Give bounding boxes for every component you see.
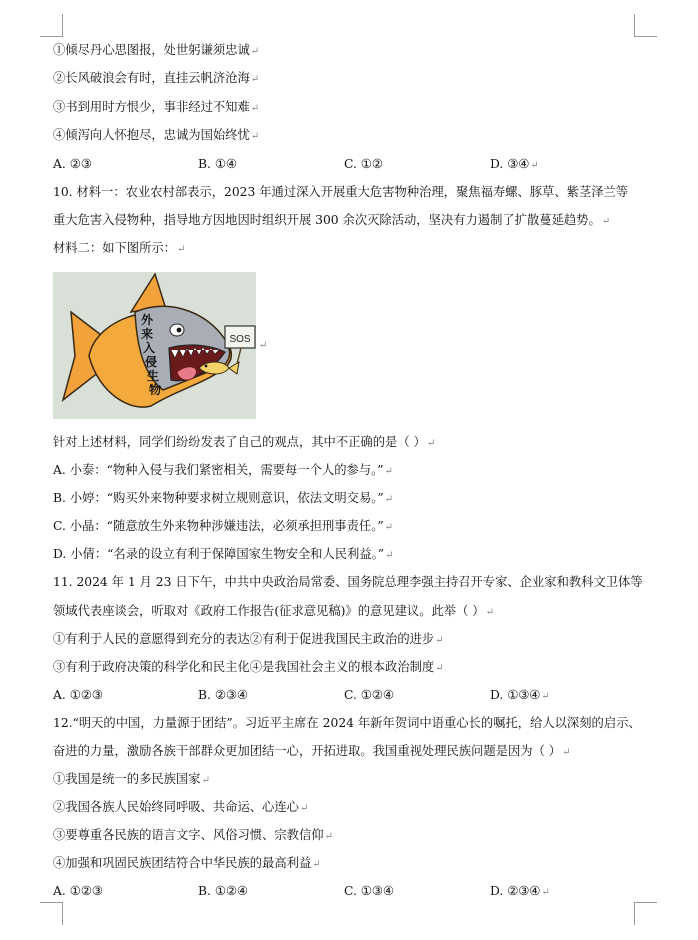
q10-material-1-line-1: 10. 材料一：农业农村部表示，2023 年通过深入开展重大危害物种治理，聚焦福寿螺、豚草、紫茎泽兰等 — [53, 185, 629, 199]
statement-3: ③书到用时方恨少，事非经过不知难↵ — [53, 100, 260, 114]
q11-option-b: B. ②③④ — [198, 688, 248, 702]
q12-option-a: A. ①②③ — [53, 884, 103, 898]
q10-option-c: C. 小晶：“随意放生外来物种涉嫌违法，必须承担刑事责任。”↵ — [53, 519, 394, 533]
q12-stem-line-1: 12.“明天的中国，力量源于团结”。习近平主席在 2024 年新年贺词中语重心长的嘱托，给人以深刻的启示、 — [53, 716, 641, 730]
crop-mark-top-left — [40, 14, 63, 37]
q11-statements-2: ③有利于政府决策的科学化和民主化④是我国社会主义的根本政治制度↵ — [53, 660, 444, 674]
q12-statement-4: ④加强和巩固民族团结符合中华民族的最高利益↵ — [53, 856, 321, 870]
invasive-species-cartoon — [53, 272, 256, 419]
crop-mark-bottom-right — [634, 902, 657, 925]
statement-1: ①倾尽丹心思图报，处世躬谦须忠诚↵ — [53, 43, 260, 57]
q11-stem-line-2: 领域代表座谈会，听取对《政府工作报告(征求意见稿)》的意见建议。此举（ ）↵ — [53, 604, 494, 618]
crop-mark-bottom-left — [40, 902, 63, 925]
crop-mark-top-right — [634, 14, 657, 37]
q12-option-d: D. ②③④↵ — [490, 884, 550, 898]
q10-stem: 针对上述材料，同学们纷纷发表了自己的观点，其中不正确的是（ ）↵ — [53, 435, 436, 449]
q11-option-d: D. ①③④↵ — [490, 688, 550, 702]
q9-option-c: C. ①② — [344, 157, 383, 171]
q10-option-b: B. 小婷：“购买外来物种要求树立规则意识，依法文明交易。”↵ — [53, 491, 394, 505]
sos-sign-text: SOS — [229, 334, 251, 345]
q9-option-a: A. ②③ — [53, 157, 92, 171]
q12-statement-1: ①我国是统一的多民族国家↵ — [53, 772, 210, 786]
statement-4: ④倾泻向人怀抱尽，忠诚为国始终忧↵ — [53, 128, 260, 142]
statement-2: ②长风破浪会有时，直挂云帆济沧海↵ — [53, 71, 260, 85]
q12-statement-3: ③要尊重各民族的语言文字、风俗习惯、宗教信仰↵ — [53, 828, 333, 842]
q9-option-b: B. ①④ — [198, 157, 237, 171]
q11-stem-line-1: 11. 2024 年 1 月 23 日下午，中共中央政治局常委、国务院总理李强主持召开专家、企业家和教科文卫体等 — [53, 575, 643, 589]
q12-statement-2: ②我国各族人民始终同呼吸、共命运、心连心↵ — [53, 800, 309, 814]
q11-option-c: C. ①②④ — [344, 688, 394, 702]
q10-option-d: D. 小倩：“名录的设立有利于保障国家生物安全和人民利益。”↵ — [53, 547, 394, 561]
q10-option-a: A. 小泰：“物种入侵与我们紧密相关，需要每一个人的参与。”↵ — [53, 463, 393, 477]
q11-statements-1: ①有利于人民的意愿得到充分的表达②有利于促进我国民主政治的进步↵ — [53, 632, 444, 646]
q12-option-b: B. ①②④ — [198, 884, 248, 898]
q11-option-a: A. ①②③ — [53, 688, 103, 702]
q12-option-c: C. ①③④ — [344, 884, 394, 898]
q9-option-d: D. ③④↵ — [490, 157, 539, 171]
q12-stem-line-2: 奋进的力量，激励各族干部群众更加团结一心，开拓进取。我国重视处理民族问题是因为（ ）↵ — [53, 744, 571, 758]
q10-material-2-label: 材料二：如下图所示：↵ — [53, 241, 186, 255]
shark-label: 外 来 入 侵 生 物 — [141, 313, 162, 397]
q10-material-1-line-2: 重大危害入侵物种，指导地方因地因时组织开展 300 余次灭除活动，坚决有力遏制了扩散蔓延趋势。↵ — [53, 213, 611, 227]
